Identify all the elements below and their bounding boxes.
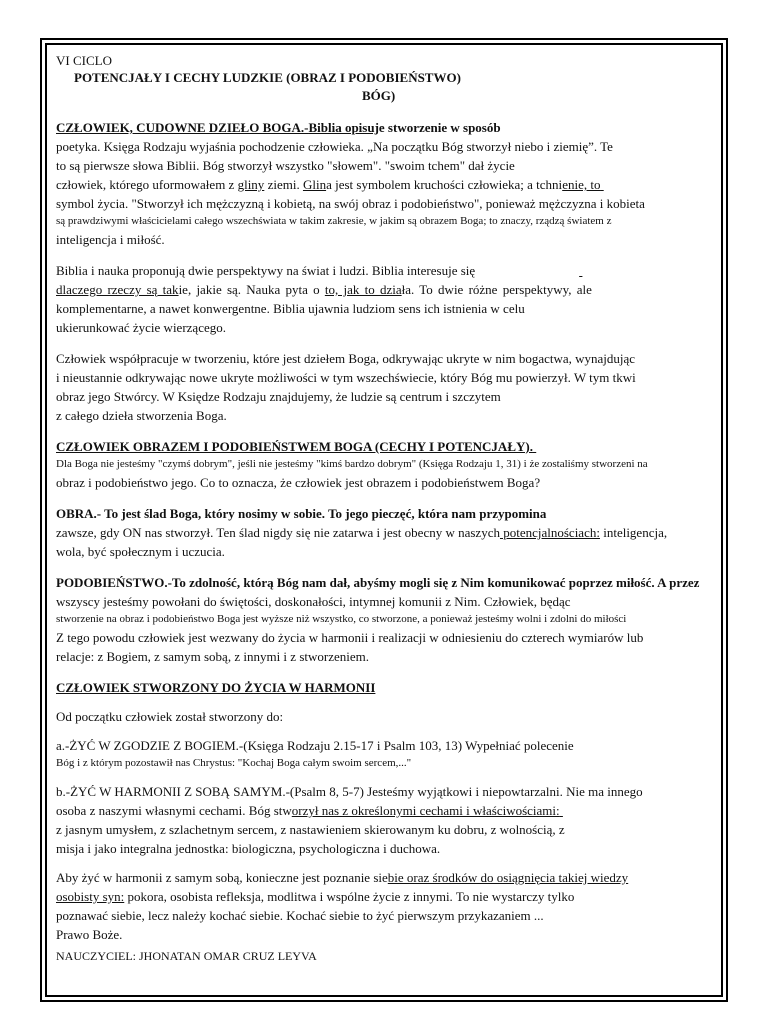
document-title: POTENCJAŁY I CECHY LUDZKIE (OBRAZ I PODOBIEŃSTWO) — [74, 70, 461, 85]
section-image-definition — [56, 504, 726, 561]
paragraph-line: misja i jako integralna jednostka: biologiczna, psychologiczna i duchowa. — [56, 841, 441, 856]
underlined-text: dlaczego rzeczy są tak — [56, 282, 179, 297]
teacher-credit: NAUCZYCIEL: JHONATAN OMAR CRUZ LEYVA — [56, 949, 317, 963]
text-run: ła. To dwie różne perspektywy, ale — [401, 282, 592, 297]
paragraph-line: Z tego powodu człowiek jest wezwany do życia w harmonii i realizacji w odniesieniu do czterech wymiarów lub — [56, 630, 644, 645]
page-border-inner — [45, 43, 723, 997]
section-heading: CZŁOWIEK, CUDOWNE DZIEŁO BOGA.- — [56, 120, 309, 135]
section-cooperation — [56, 349, 726, 425]
list-item-harmony-god — [56, 736, 726, 772]
text-run: osoba z naszymi własnymi cechami. Bóg stw — [56, 803, 292, 818]
paragraph-line: to są pierwsze słowa Biblii. Bóg stworzył wszystko "słowem". "swoim tchem" dał życie — [56, 158, 515, 173]
paragraph-line: są prawdziwymi właścicielami całego wszechświata w takim zakresie, w jakim są obrazem Boga; to znaczy, rządzą światem z — [56, 215, 612, 227]
underlined-text: enie, to — [562, 177, 601, 192]
paragraph-line: Bóg i z którym pozostawił nas Chrystus: "Kochaj Boga całym swoim sercem,..." — [56, 757, 412, 769]
paragraph-line: poznawać siebie, lecz należy kochać siebie. Kochać siebie to żyć pierwszym przykazaniem ... — [56, 908, 544, 923]
underlined-text: Glin — [302, 177, 327, 192]
underlined-text: potencjalnościach: — [499, 525, 600, 540]
blank-line — [579, 261, 609, 280]
list-item-harmony-self — [56, 782, 726, 858]
paragraph-self-knowledge — [56, 868, 726, 944]
section-heading: CZŁOWIEK OBRAZEM I PODOBIEŃSTWEM BOGA (CECHY I POTENCJAŁY). — [56, 439, 533, 454]
document-title-continuation: BÓG) — [362, 88, 396, 103]
text-run: ziemi. — [264, 177, 303, 192]
heading-underlined-phrase: Biblia opisuj — [308, 120, 379, 135]
section-wonderful-work — [56, 118, 726, 249]
definition-lead: OBRA.- To jest ślad Boga, który nosimy w sobie. To jego pieczęć, która nam przypomina — [56, 506, 547, 521]
paragraph-line: b.-ŻYĆ W HARMONII Z SOBĄ SAMYM.-(Psalm 8, 5-7) Jesteśmy wyjątkowi i niepowtarzalni. Nie ma innego — [56, 784, 643, 799]
underlined-text: osobisty syn: — [56, 889, 125, 904]
section-heading: CZŁOWIEK STWORZONY DO ŻYCIA W HARMONII — [56, 680, 376, 695]
paragraph-line: Prawo Boże. — [56, 927, 123, 942]
paragraph-line: relacje: z Bogiem, z samym sobą, z innymi i z stworzeniem. — [56, 649, 369, 664]
section-heading-line — [56, 437, 726, 456]
paragraph-line: komplementarne, a nawet konwergentne. Biblia ujawnia ludziom sens ich istnienia w celu — [56, 301, 525, 316]
underlined-text: gliny — [237, 177, 265, 192]
paragraph-line: i nieustannie odkrywając nowe ukryte możliwości w tym wszechświecie, który Bóg mu powierzył. W tym tkwi — [56, 370, 636, 385]
paragraph-line: obraz jego Stwórcy. W Księdze Rodzaju znajdujemy, że ludzie są centrum i szczytem — [56, 389, 501, 404]
paragraph-line — [56, 523, 726, 542]
paragraph-line: a.-ŻYĆ W ZGODZIE Z BOGIEM.-(Księga Rodzaju 2.15-17 i Psalm 103, 13) Wypełniać polecenie — [56, 738, 574, 753]
cycle-label: VI CICLO — [56, 53, 112, 68]
paragraph-line: symbol życia. "Stworzył ich mężczyzną i kobietą, na swój obraz i podobieństwo", ponieważ mężczyzna i kobieta — [56, 196, 645, 211]
paragraph-line: Dla Boga nie jesteśmy "czymś dobrym", jeśli nie jesteśmy "kimś bardzo dobrym" (Księga Rodzaju 1, 31) i że zostaliśmy stworzeni na — [56, 458, 648, 470]
text-run: a jest symbolem kruchości człowieka; a tchni — [326, 177, 563, 192]
paragraph-line: z jasnym umysłem, z szlachetnym sercem, z nastawieniem skierowanym ku dobru, z wolnością, z — [56, 822, 565, 837]
heading-tail: e stworzenie w sposób — [378, 120, 501, 135]
section-heading-line — [56, 678, 726, 697]
text-run: Aby żyć w harmonii z samym sobą, konieczne jest poznanie sie — [56, 870, 388, 885]
section-likeness-definition — [56, 573, 726, 666]
underlined-text: to, jak to dzia — [324, 282, 402, 297]
text-run: pokora, osobista refleksja, modlitwa i wspólne życie z innymi. To nie wystarczy tylko — [124, 889, 575, 904]
section-bible-and-science — [56, 261, 726, 337]
paragraph-line: wszyscy jesteśmy powołani do świętości, doskonałości, intymnej komunii z Nim. Człowiek, będąc — [56, 594, 571, 609]
paragraph-line — [56, 868, 726, 887]
paragraph-line: wola, być społecznym i uczucia. — [56, 544, 225, 559]
section-heading-line — [56, 118, 726, 137]
paragraph-line: z całego dzieła stworzenia Boga. — [56, 408, 227, 423]
text-run: człowiek, którego uformowałem z — [56, 177, 238, 192]
paragraph-line — [56, 175, 726, 194]
paragraph-line: poetyka. Księga Rodzaju wyjaśnia pochodzenie człowieka. „Na początku Bóg stworzył niebo i ziemię”. Te — [56, 139, 613, 154]
underlined-text: bie oraz środków do osiągnięcia takiej wiedzy — [387, 870, 629, 885]
section-image-likeness — [56, 437, 726, 492]
text-run: inteligencja, — [599, 525, 668, 540]
text-run: zawsze, gdy ON nas stworzył. Ten ślad nigdy się nie zatarwa i jest obecny w naszych — [56, 525, 500, 540]
section-harmony — [56, 678, 726, 944]
blank-line — [533, 437, 637, 456]
paragraph-line: stworzenie na obraz i podobieństwo Boga jest wyższe niż wszystko, co stworzone, a ponieważ jesteśmy wolni i zdolni do miłości — [56, 613, 627, 625]
paragraph-line — [56, 887, 726, 906]
paragraph-line: ukierunkować życie wierzącego. — [56, 320, 226, 335]
text-run: Biblia i nauka proponują dwie perspektywy na świat i ludzi. Biblia interesuje się — [56, 263, 476, 278]
paragraph-line — [56, 280, 726, 299]
paragraph-line: Człowiek współpracuje w tworzeniu, które jest dziełem Boga, odkrywając ukryte w nim bogactwa, wynajdując — [56, 351, 636, 366]
underlined-text: orzył nas z określonymi cechami i właściwościami: — [291, 803, 560, 818]
paragraph-line — [56, 801, 726, 820]
blank-line — [600, 175, 616, 194]
text-run: ie, jakie są. Nauka pyta o — [178, 282, 325, 297]
paragraph-line: inteligencja i miłość. — [56, 232, 165, 247]
paragraph-line: obraz i podobieństwo jego. Co to oznacza, że człowiek jest obrazem i podobieństwem Boga? — [56, 475, 541, 490]
definition-lead: PODOBIEŃSTWO.-To zdolność, którą Bóg nam dał, abyśmy mogli się z Nim komunikować poprzez miłość. A przez — [56, 575, 700, 590]
paragraph-line: Od początku człowiek został stworzony do: — [56, 709, 284, 724]
paragraph-line — [56, 261, 726, 280]
blank-line — [560, 801, 636, 820]
worksheet-content — [56, 51, 726, 964]
